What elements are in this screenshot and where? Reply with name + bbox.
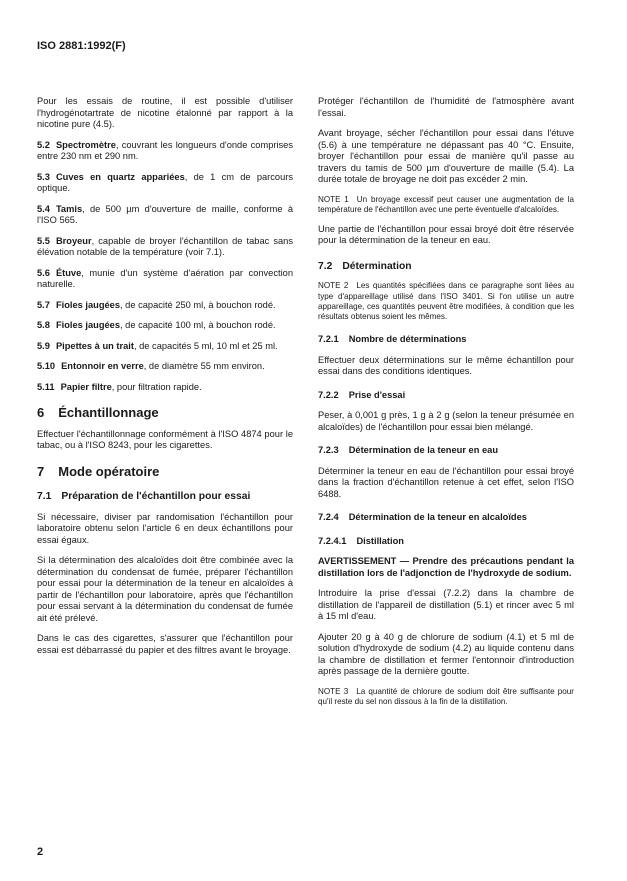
apparatus-item: 5.2 Spectromètre, couvrant les longueurs d'onde comprises entre 230 nm et 290 nm.: [37, 139, 293, 161]
note-1: NOTE 1 Un broyage excessif peut causer une augmentation de la température de l'échantillon avec une perte éventuelle d'alcaloïdes.: [318, 194, 574, 214]
protect-paragraph: Protéger l'échantillon de l'humidité de l'atmosphère avant l'essai.: [318, 96, 574, 118]
test-portion-paragraph: Peser, à 0,001 g près, 1 g à 2 g (selon la teneur présumée en alcaloïdes) de l'échantillon pour essai bien mélangé.: [318, 410, 574, 432]
section-7-2-heading: 7.2 Détermination: [318, 260, 412, 272]
apparatus-item: 5.4 Tamis, de 500 µm d'ouverture de maille, conforme à l'ISO 565.: [37, 203, 293, 225]
distillation-paragraph-1: Introduire la prise d'essai (7.2.2) dans la chambre de distillation de l'appareil de distillation (5.1) et rincer avec 5 ml à 15 ml d'eau.: [318, 588, 574, 622]
distillation-paragraph-2: Ajouter 20 g à 40 g de chlorure de sodium (4.1) et 5 ml de solution d'hydroxyde de sodium (4.2) au liquide contenu dans la chambre de distillation et fermer l'entonnoir d'introduction après passage de la dernière goutte.: [318, 631, 574, 677]
warning-paragraph: AVERTISSEMENT — Prendre des précautions pendant la distillation lors de l'adjonction de l'hydroxyde de sodium.: [318, 556, 574, 578]
apparatus-list: [37, 140, 293, 394]
apparatus-item: 5.3 Cuves en quartz appariées, de 1 cm de parcours optique.: [37, 171, 293, 193]
preparation-paragraph-1: Si nécessaire, diviser par randomisation l'échantillon pour laboratoire obtenu selon l'article 6 en deux échantillons pour essai égaux.: [37, 511, 293, 545]
apparatus-item: 5.7 Fioles jaugées, de capacité 250 ml, à bouchon rodé.: [37, 299, 276, 310]
grinding-paragraph: Avant broyage, sécher l'échantillon pour essai dans l'étuve (5.6) à une température ne dépassant pas 40 °C. Ensuite, broyer l'échantillon pour essai de manière qu'il passe au travers du tamis de 500 µm d'ouverture de maille (5.4). La durée totale de broyage ne doit pas excéder 2 min.: [318, 128, 574, 184]
section-7-2-1-heading: 7.2.1 Nombre de déterminations: [318, 334, 467, 345]
apparatus-item: 5.11 Papier filtre, pour filtration rapide.: [37, 381, 202, 392]
section-7-2-3-heading: 7.2.3 Détermination de la teneur en eau: [318, 445, 498, 456]
left-column: [37, 96, 293, 665]
preparation-paragraph-2: Si la détermination des alcaloïdes doit être combinée avec la détermination du condensat de fumée, préparer l'échantillon pour essai pour la détermination de la teneur en alcaloïdes à partir de l'échantillon pour laboratoire, après que l'échantillon pour essai servant à la détermination du condensat de fumée ait été prélevé.: [37, 555, 293, 623]
intro-paragraph: Pour les essais de routine, il est possible d'utiliser l'hydrogénotartrate de nicotine étalonné par rapport à la nicotine pure (4.5).: [37, 96, 293, 129]
sampling-paragraph: Effectuer l'échantillonnage conformément à l'ISO 4874 pour le tabac, ou à l'ISO 8243, pour les cigarettes.: [37, 428, 293, 450]
section-7-2-4-heading: 7.2.4 Détermination de la teneur en alcaloïdes: [318, 512, 527, 523]
water-content-paragraph: Déterminer la teneur en eau de l'échantillon pour essai broyé dans la fraction d'échantillon retenue à cet effet, selon l'ISO 6488.: [318, 465, 574, 499]
apparatus-item: 5.6 Étuve, munie d'un système d'aération par convection naturelle.: [37, 267, 293, 289]
apparatus-item: 5.5 Broyeur, capable de broyer l'échantillon de tabac sans élévation notable de la température (voir 7.1).: [37, 235, 293, 257]
section-7-heading: 7 Mode opératoire: [37, 463, 160, 479]
apparatus-item: 5.8 Fioles jaugées, de capacité 100 ml, à bouchon rodé.: [37, 320, 276, 330]
section-7-2-2-heading: 7.2.2 Prise d'essai: [318, 389, 406, 400]
page-number: 2: [37, 846, 44, 858]
section-6-heading: 6 Échantillonnage: [37, 405, 159, 420]
apparatus-item: 5.9 Pipettes à un trait, de capacités 5 ml, 10 ml et 25 ml.: [37, 340, 278, 351]
preparation-paragraph-3: Dans le cas des cigarettes, s'assurer que l'échantillon pour essai est débarrassé du papier et des filtres avant le broyage.: [37, 633, 293, 655]
section-7-1-heading: 7.1 Préparation de l'échantillon pour essai: [37, 491, 251, 502]
determinations-paragraph: Effectuer deux déterminations sur le même échantillon pour essai dans des conditions identiques.: [318, 354, 574, 377]
document-header: ISO 2881:1992(F): [37, 40, 126, 52]
reserve-paragraph: Une partie de l'échantillon pour essai broyé doit être réservée pour la détermination de la teneur en eau.: [318, 223, 574, 246]
apparatus-item: 5.10 Entonnoir en verre, de diamètre 55 mm environ.: [37, 361, 265, 371]
section-7-2-4-1-heading: 7.2.4.1 Distillation: [318, 535, 404, 546]
note-3: NOTE 3 La quantité de chlorure de sodium doit être suffisante pour qu'il reste du sel non dissous à la fin de la distillation.: [318, 686, 574, 706]
right-column: [318, 96, 574, 716]
note-2: NOTE 2 Les quantités spécifiées dans ce paragraphe sont liées au type d'appareillage utilisé dans l'ISO 3401. Si l'on utilise un autre appareillage, ces quantités peuvent être modifiées, à condition que les résultats obtenus soient les mêmes.: [318, 281, 575, 322]
